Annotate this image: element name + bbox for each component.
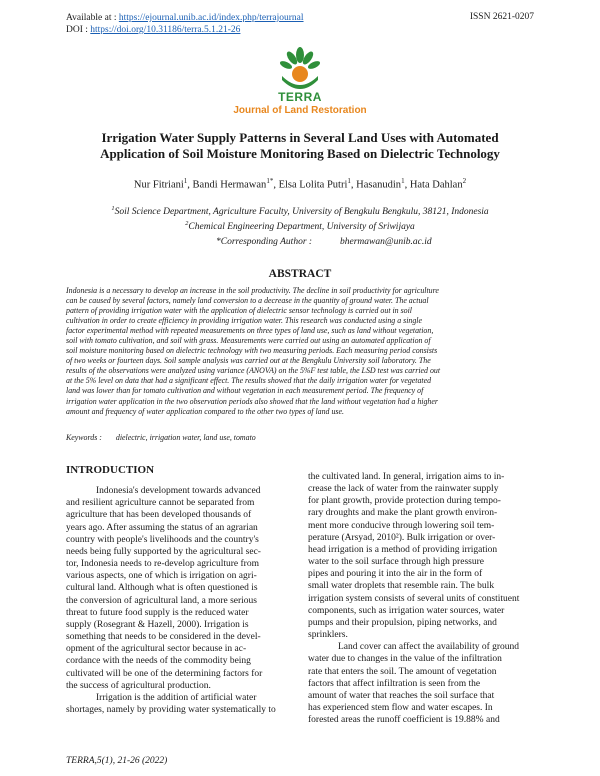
- issn-text: ISSN 2621-0207: [469, 12, 534, 22]
- body-line: components, such as irrigation water sources, water: [308, 605, 505, 616]
- author-name: Nur Fitriani: [133, 179, 184, 191]
- body-line: the conversion of agricultural land, a more serious: [66, 595, 257, 606]
- doi-line: [66, 24, 240, 36]
- body-line: various aspects, one of which is irrigation on agri-: [66, 571, 257, 582]
- body-line: ment more conducive through lowering soil tem-: [308, 520, 495, 531]
- author-sup: 1: [183, 177, 188, 185]
- journal-subtitle: Journal of Land Restoration: [233, 105, 367, 116]
- body-line: years ago. After assuming the status of an agrarian: [66, 522, 258, 533]
- affiliation-sup: 1: [111, 205, 115, 212]
- body-line: amount of water that reaches the soil surface that: [308, 690, 495, 701]
- abstract-heading: ABSTRACT: [268, 268, 332, 280]
- body-line: rary droughts and make the plant growth environ-: [308, 508, 498, 519]
- author-sup: 1*: [266, 177, 274, 185]
- author-name: Hata Dahlan: [409, 179, 463, 191]
- body-line: perature (Arsyad, 2010²). Bulk irrigation or over-: [308, 532, 496, 543]
- doi-link[interactable]: https://doi.org/10.31186/terra.5.1.21-26: [90, 25, 241, 35]
- body-line: opment of the agricultural sector because in ac-: [66, 644, 247, 655]
- abstract-line: of two weeks or fourteen days. Soil sample analysis was carried out at the Bengkulu University soil laboratory. The: [66, 356, 431, 366]
- body-line: shortages, namely by providing water systematically to: [66, 704, 276, 715]
- body-line: water due to changes in the value of the infiltration: [308, 654, 502, 665]
- intro-right-column: [308, 471, 534, 726]
- author-name: Elsa Lolita Putri: [278, 179, 348, 191]
- abstract-line: land was lower than for tomato cultivation and without vegetation in each measurement period. The frequency of: [66, 386, 424, 396]
- intro-heading: INTRODUCTION: [66, 464, 155, 476]
- body-line: tor, Indonesia needs to re-develop agriculture from: [66, 559, 259, 570]
- journal-name: TERRA: [278, 90, 322, 104]
- paper-title: [60, 130, 540, 162]
- body-line: and resilient agriculture cannot be separated from: [66, 498, 255, 509]
- body-line: irrigation system consists of several units of constituent: [308, 593, 520, 604]
- body-line: factors that affect infiltration is seen from the: [308, 678, 481, 689]
- body-line: crease the lack of water from the rainwater supply: [308, 484, 499, 495]
- abstract-line: soil with tomato cultivation, and soil with grass. Measurements were carried out using an automated application of: [66, 336, 431, 346]
- abstract-line: pattern of providing irrigation water with the application of dielectric sensor technology is carried out in soil: [66, 306, 412, 316]
- author-list: Nur Fitriani$^1$, Bandi Hermawan$^{1*}$, Elsa Lolita Putri$^1$, Hasanudin$^1$, Hata Dahlan$^2$: [133, 177, 467, 191]
- affiliation-sup: 2: [185, 220, 189, 228]
- affiliation-line: [60, 203, 540, 218]
- body-line: needs being fully supported by the agricultural sec-: [66, 546, 261, 557]
- terra-logo-icon: [276, 46, 324, 90]
- available-at-line: [66, 12, 304, 24]
- author-sup: 1: [347, 177, 351, 185]
- body-line: agriculture that has been developed thousands of: [66, 510, 252, 521]
- body-line: pipes and pouring it into the air in the form of: [308, 569, 483, 580]
- body-line: the success of agricultural production.: [66, 680, 211, 691]
- body-line: Land cover can affect the availability of ground: [338, 642, 520, 653]
- body-line: has experienced stem flow and water escapes. In: [308, 702, 493, 713]
- body-line: cultivated will be one of the determining factors for: [66, 668, 263, 679]
- body-line: Irrigation is the addition of artificial water: [96, 692, 257, 703]
- affiliation-text: Chemical Engineering Department, University of Sriwijaya: [188, 222, 415, 233]
- title-line: Application of Soil Moisture Monitoring Based on Dielectric Technology: [100, 146, 500, 161]
- affiliation-text: Soil Science Department, Agriculture Faculty, University of Bengkulu Bengkulu, 38121, Indonesia: [114, 207, 489, 218]
- body-line: supply (Rosegrant & Hazell, 2000). Irrigation is: [66, 619, 249, 630]
- abstract-line: factor experimental method with repeated measurements on three types of land use, such as land without vegetation,: [66, 326, 434, 336]
- abstract-line: soil moisture monitoring based on dielectric technology with two measuring periods. Each measuring period consists: [66, 346, 438, 356]
- body-line: country with people's livelihoods and the country's: [66, 534, 259, 545]
- title-line: Irrigation Water Supply Patterns in Several Land Uses with Automated: [101, 130, 499, 145]
- author-name: Bandi Hermawan: [192, 179, 267, 191]
- body-line: cultural land. Although what is often questioned is: [66, 583, 258, 594]
- body-line: cordance with the needs of the commodity being: [66, 656, 251, 667]
- journal-url-link[interactable]: https://ejournal.unib.ac.id/index.php/terrajournal: [118, 13, 304, 23]
- abstract-line: cultivation in order to create efficiency in providing irrigation water. This research was conducted using a single: [66, 316, 422, 326]
- author-name: Hasanudin: [356, 179, 402, 191]
- body-line: head irrigation is a method of providing irrigation: [308, 544, 498, 555]
- abstract-line: irrigation water application in the two observation periods also showed that the land without vegetation had a higher: [66, 396, 438, 406]
- body-line: the cultivated land. In general, irrigation aims to in-: [308, 472, 505, 482]
- abstract-line: amount and frequency of water application compared to the other two types of land use.: [66, 406, 344, 416]
- corresponding-email[interactable]: bhermawan@unib.ac.id: [340, 237, 432, 247]
- affiliations: [60, 203, 540, 233]
- body-line: threat to future food supply is the reduced water: [66, 607, 249, 618]
- keywords-line: [66, 433, 256, 442]
- doi-label: DOI :: [66, 25, 91, 35]
- body-line: sprinklers.: [308, 630, 348, 641]
- body-line: water to the soil surface through high pressure: [308, 557, 484, 568]
- abstract-line: can be caused by several factors, namely land conversion to a decrease in the quantity of ground water. The actual: [66, 296, 429, 306]
- available-label: Available at :: [66, 13, 119, 23]
- affiliation-line: [60, 218, 540, 233]
- body-line: pumps and their propulsion, piping networks, and: [308, 617, 497, 628]
- abstract-body: [66, 286, 536, 417]
- abstract-line: results of the observations were analyzed using variance (ANOVA) on the 5%F test table, the LSD test was carried out: [66, 366, 441, 376]
- author-sup: 1: [401, 177, 405, 185]
- body-line: for plant growth, provide protection during tempo-: [308, 496, 501, 507]
- body-line: small water droplets that resemble rain. The bulk: [308, 581, 495, 592]
- author-sup: 2: [462, 177, 467, 185]
- body-line: rate that enters the soil. The amount of vegetation: [308, 666, 497, 677]
- intro-left-column: [66, 464, 292, 716]
- body-line: Indonesia's development towards advanced: [96, 486, 261, 497]
- abstract-line: at the 5% level on data that had a significant effect. The results showed that the daily irrigation water for vegetated: [66, 376, 432, 386]
- body-line: forested areas the runoff coefficient is 19.88% and: [308, 715, 500, 726]
- journal-footer: TERRA,5(1), 21-26 (2022): [66, 756, 168, 766]
- corresponding-label: *Corresponding Author :: [216, 237, 313, 247]
- body-line: something that needs to be considered in the devel-: [66, 632, 261, 643]
- abstract-line: Indonesia is a necessary to develop an increase in the soil productivity. The decline in soil productivity for agriculture: [66, 286, 439, 295]
- leaf-top: [296, 47, 304, 63]
- keywords-values: dielectric, irrigation water, land use, tomato: [115, 433, 256, 442]
- keywords-label: Keywords :: [66, 433, 102, 442]
